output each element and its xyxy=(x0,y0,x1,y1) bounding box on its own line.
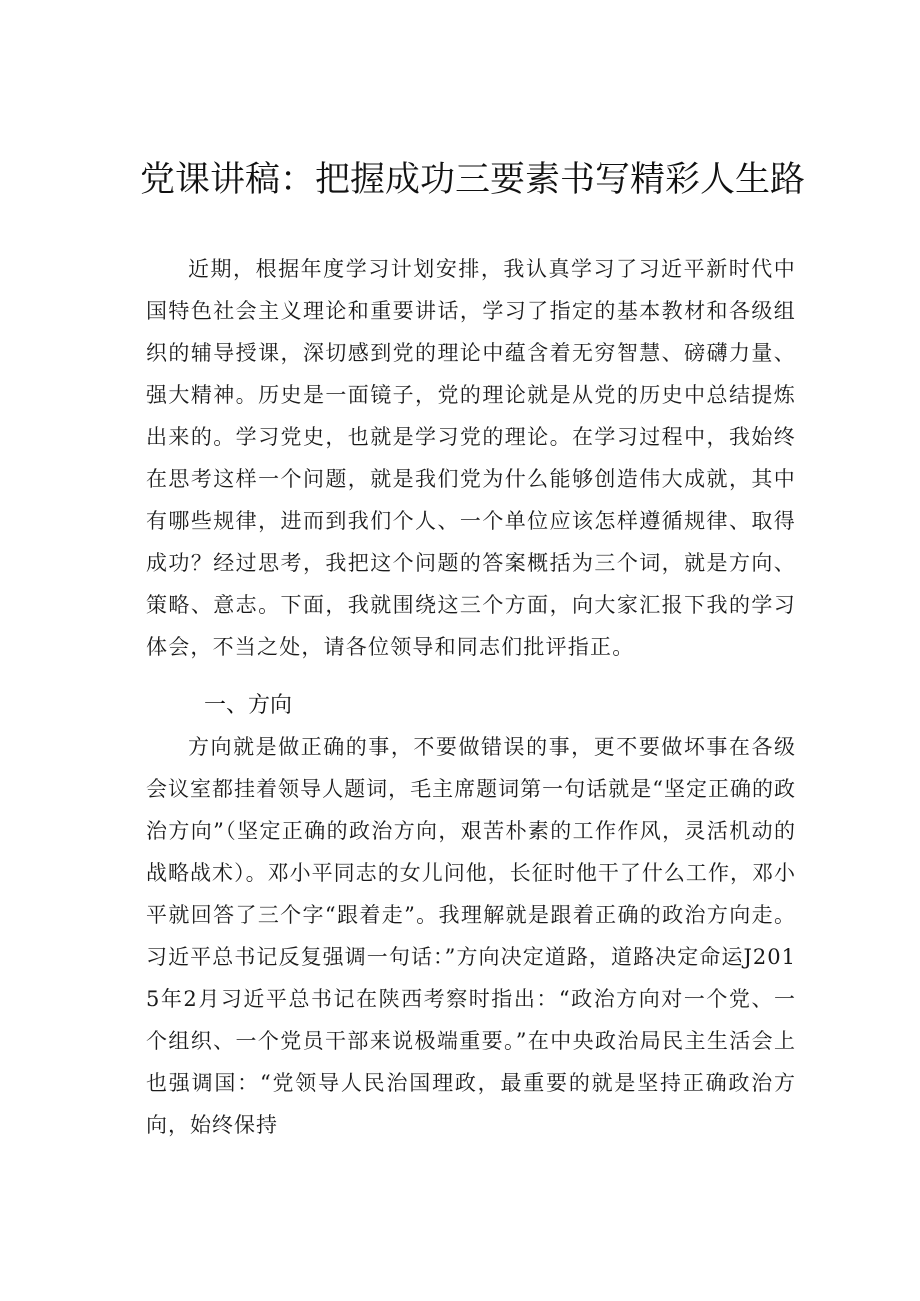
section-heading: 一、方向 xyxy=(204,693,293,718)
intro-section xyxy=(146,248,796,668)
document-title: 党课讲稿：把握成功三要素书写精彩人生路 xyxy=(140,160,806,200)
intro-paragraph: 近期，根据年度学习计划安排，我认真学习了习近平新时代中国特色社会主义理论和重要讲话，学习了指定的基本教材和各级组织的辅导授课，深切感到党的理论中蕴含着无穷智慧、磅礴力量、强大精神。历史是一面镜子，党的理论就是从党的历史中总结提炼出来的。学习党史，也就是学习党的理论。在学习过程中，我始终在思考这样一个问题，就是我们党为什么能够创造伟大成就，其中有哪些规律，进而到我们个人、一个单位应该怎样遵循规律、取得成功？经过思考，我把这个问题的答案概括为三个词，就是方向、策略、意志。下面，我就围绕这三个方面，向大家汇报下我的学习体会，不当之处，请各位领导和同志们批评指正。 xyxy=(146,257,796,659)
section-paragraph: 方向就是做正确的事，不要做错误的事，更不要做坏事在各级会议室都挂着领导人题词，毛主席题词第一句话就是“坚定正确的政治方向”（坚定正确的政治方向，艰苦朴素的工作作风，灵活机动的战略战术）。邓小平同志的女儿问他，长征时他干了什么工作，邓小平就回答了三个字“跟着走”。我理解就是跟着正确的政治方向走。习近平总书记反复强调一句话：”方向决定道路，道路决定命运J2015年2月习近平总书记在陕西考察时指出：“政治方向对一个党、一个组织、一个党员干部来说极端重要。”在中央政治局民主生活会上也强调国：“党领导人民治国理政，最重要的就是坚持正确政治方向，始终保持 xyxy=(146,735,796,1137)
direction-section xyxy=(146,726,796,1146)
